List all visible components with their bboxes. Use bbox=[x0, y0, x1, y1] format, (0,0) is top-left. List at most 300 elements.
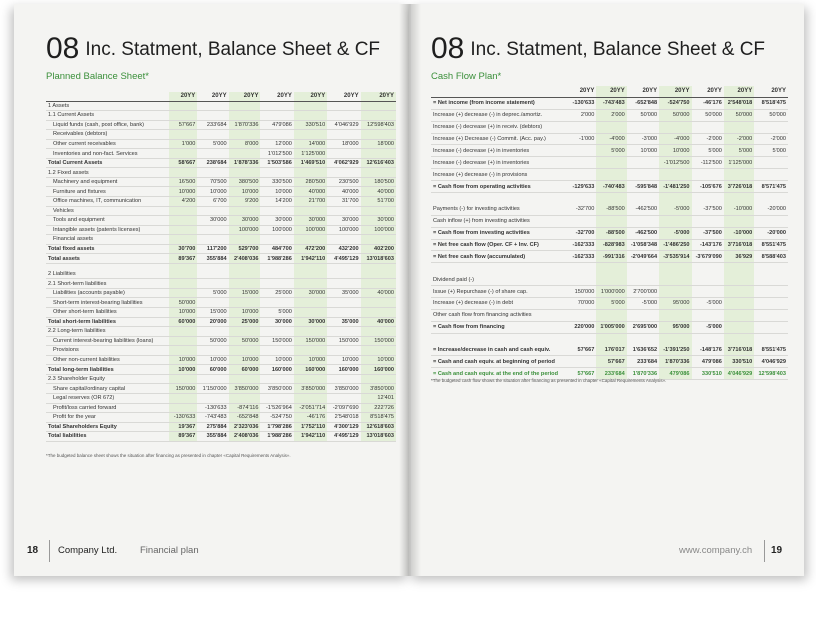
row-label: Legal reserves (OR 672) bbox=[46, 393, 169, 403]
table-cell bbox=[361, 298, 396, 308]
table-cell: 30'000 bbox=[327, 216, 360, 226]
table-cell bbox=[229, 393, 261, 403]
table-cell bbox=[361, 279, 396, 289]
table-cell: 4'046'929 bbox=[754, 356, 788, 368]
table-row bbox=[431, 169, 788, 181]
table-cell: 8'551'475 bbox=[754, 345, 788, 356]
table-cell bbox=[659, 286, 691, 298]
table-row bbox=[46, 244, 396, 254]
row-label: Current interest-bearing liabilities (loans) bbox=[46, 336, 169, 346]
table-cell: -130'633 bbox=[197, 403, 228, 413]
table-row bbox=[46, 374, 396, 384]
table-cell bbox=[197, 206, 228, 216]
table-cell: 3'726'018 bbox=[724, 181, 754, 193]
row-label: 2.3 Shareholder Equity bbox=[46, 374, 169, 384]
table-cell bbox=[169, 270, 198, 279]
table-cell: 160'000 bbox=[260, 365, 293, 375]
table-cell bbox=[197, 374, 228, 384]
table-cell bbox=[692, 121, 724, 133]
column-header: 20YY bbox=[596, 86, 626, 97]
row-label: 1 Assets bbox=[46, 101, 169, 111]
row-label: Vehicles bbox=[46, 206, 169, 216]
table-cell: 89'367 bbox=[169, 432, 198, 442]
table-cell: -1'000 bbox=[569, 133, 597, 145]
table-cell bbox=[569, 309, 597, 321]
table-cell: 2'323'036 bbox=[229, 422, 261, 432]
table-cell bbox=[754, 157, 788, 169]
table-cell: 50'000 bbox=[169, 298, 198, 308]
table-row bbox=[431, 181, 788, 193]
table-cell bbox=[569, 356, 597, 368]
table-row bbox=[46, 254, 396, 264]
table-cell: -1'486'250 bbox=[659, 239, 691, 251]
table-cell bbox=[260, 235, 293, 245]
table-cell bbox=[569, 274, 597, 285]
table-cell: 30'000 bbox=[294, 288, 327, 298]
table-cell: 4'046'929 bbox=[327, 120, 360, 130]
row-label bbox=[431, 263, 569, 274]
table-cell bbox=[327, 168, 360, 178]
table-cell: 10'000 bbox=[260, 187, 293, 197]
table-cell: 1'942'110 bbox=[294, 254, 327, 264]
row-label: Total assets bbox=[46, 254, 169, 264]
row-label: Liabilities (accounts payable) bbox=[46, 288, 169, 298]
table-cell: 4'062'929 bbox=[327, 158, 360, 168]
table-cell bbox=[692, 215, 724, 227]
table-cell: 89'367 bbox=[169, 254, 198, 264]
table-cell: 50'000 bbox=[229, 336, 261, 346]
table-row bbox=[431, 298, 788, 310]
table-cell: -4'000 bbox=[659, 133, 691, 145]
page-number: 19 bbox=[771, 545, 783, 556]
table-row bbox=[46, 403, 396, 413]
table-cell: 1'870'336 bbox=[659, 356, 691, 368]
row-label: = Cash and cash equiv. at beginning of period bbox=[431, 356, 569, 368]
table-cell bbox=[260, 130, 293, 140]
row-label: = Net free cash flow (accumulated) bbox=[431, 251, 569, 263]
table-cell: -5'000 bbox=[692, 298, 724, 310]
table-cell bbox=[260, 111, 293, 121]
table-row bbox=[46, 197, 396, 207]
chapter-number: 08 bbox=[431, 32, 465, 65]
table-cell bbox=[596, 169, 626, 181]
table-row bbox=[46, 279, 396, 289]
table-row bbox=[46, 384, 396, 394]
table-cell: -112'500 bbox=[692, 157, 724, 169]
table-cell: -105'676 bbox=[692, 181, 724, 193]
table-row bbox=[431, 109, 788, 121]
table-row bbox=[431, 321, 788, 333]
table-cell: 35'000 bbox=[327, 288, 360, 298]
header-row bbox=[46, 92, 396, 101]
table-cell: 5'000 bbox=[724, 145, 754, 157]
table-cell: 5'000 bbox=[197, 288, 228, 298]
column-header: 20YY bbox=[361, 92, 396, 101]
table-row bbox=[431, 133, 788, 145]
row-label: Total fixed assets bbox=[46, 244, 169, 254]
table-cell bbox=[294, 279, 327, 289]
table-cell bbox=[327, 308, 360, 318]
table-cell: -743'483 bbox=[197, 413, 228, 423]
table-cell: 402'200 bbox=[361, 244, 396, 254]
table-cell bbox=[596, 333, 626, 344]
table-cell: -652'848 bbox=[229, 413, 261, 423]
table-cell: 8'518'475 bbox=[754, 97, 788, 109]
company-name: Company Ltd. bbox=[58, 545, 118, 556]
row-label: = Cash and cash equiv. at the end of the period bbox=[431, 368, 569, 380]
table-cell bbox=[260, 327, 293, 337]
table-cell bbox=[724, 309, 754, 321]
table-cell bbox=[169, 235, 198, 245]
table-cell: -1'391'250 bbox=[659, 345, 691, 356]
table-cell: 222'726 bbox=[361, 403, 396, 413]
table-cell: 6'700 bbox=[197, 197, 228, 207]
row-label: Office machines, IT, communication bbox=[46, 197, 169, 207]
column-header: 20YY bbox=[724, 86, 754, 97]
table-cell bbox=[229, 298, 261, 308]
table-cell: 12'618'603 bbox=[361, 422, 396, 432]
table-cell bbox=[197, 327, 228, 337]
table-cell bbox=[724, 286, 754, 298]
table-cell bbox=[569, 263, 597, 274]
column-header: 20YY bbox=[327, 92, 360, 101]
table-cell: 529'700 bbox=[229, 244, 261, 254]
row-label: Dividend paid (-) bbox=[431, 274, 569, 285]
table-cell bbox=[169, 149, 198, 159]
table-cell: 50'000 bbox=[627, 109, 659, 121]
table-cell: 1'870'336 bbox=[627, 368, 659, 380]
table-cell bbox=[659, 263, 691, 274]
table-cell: 30'000 bbox=[229, 216, 261, 226]
table-cell: 40'000 bbox=[294, 187, 327, 197]
table-cell: 1'005'000 bbox=[596, 321, 626, 333]
table-cell bbox=[724, 274, 754, 285]
table-cell: 31'700 bbox=[327, 197, 360, 207]
table-row bbox=[46, 270, 396, 279]
table-row bbox=[46, 308, 396, 318]
column-header: 20YY bbox=[569, 86, 597, 97]
table-cell: 13'018'603 bbox=[361, 254, 396, 264]
table-cell: 12'401 bbox=[361, 393, 396, 403]
table-cell: 3'850'000 bbox=[229, 384, 261, 394]
table-cell: -162'333 bbox=[569, 239, 597, 251]
table-cell: 30'000 bbox=[361, 216, 396, 226]
row-label: Receivables (debtors) bbox=[46, 130, 169, 140]
row-label: Other non-current liabilities bbox=[46, 355, 169, 365]
table-cell: 2'695'000 bbox=[627, 321, 659, 333]
row-label: Short-term interest-bearing liabilities bbox=[46, 298, 169, 308]
table-cell: 5'000 bbox=[260, 308, 293, 318]
table-cell: -46'176 bbox=[294, 413, 327, 423]
table-cell bbox=[169, 101, 198, 111]
table-cell bbox=[724, 193, 754, 204]
table-cell: 50'000 bbox=[692, 109, 724, 121]
table-cell bbox=[294, 111, 327, 121]
table-cell: 95'000 bbox=[659, 298, 691, 310]
table-cell: 40'000 bbox=[361, 187, 396, 197]
table-cell: 19'367 bbox=[169, 422, 198, 432]
table-cell: -2'097'690 bbox=[327, 403, 360, 413]
table-cell bbox=[229, 327, 261, 337]
table-cell: -4'000 bbox=[596, 133, 626, 145]
table-cell bbox=[169, 279, 198, 289]
table-cell: 5'000 bbox=[596, 298, 626, 310]
table-cell bbox=[169, 346, 198, 356]
table-cell bbox=[229, 279, 261, 289]
open-brochure bbox=[14, 4, 804, 576]
row-label: 2.2 Long-term liabilities bbox=[46, 327, 169, 337]
table-cell: 60'000 bbox=[229, 365, 261, 375]
table-cell bbox=[169, 393, 198, 403]
table-cell bbox=[197, 130, 228, 140]
table-cell bbox=[361, 111, 396, 121]
table-cell bbox=[197, 101, 228, 111]
table-row bbox=[46, 288, 396, 298]
row-label: Intangible assets (patents licenses) bbox=[46, 225, 169, 235]
table-cell: -20'000 bbox=[754, 204, 788, 215]
table-row bbox=[431, 145, 788, 157]
table-cell bbox=[361, 374, 396, 384]
table-cell bbox=[197, 393, 228, 403]
table-cell: 330'500 bbox=[260, 177, 293, 187]
table-cell: -462'500 bbox=[627, 227, 659, 239]
table-cell bbox=[754, 274, 788, 285]
table-cell: -1'058'348 bbox=[627, 239, 659, 251]
table-cell: 355'884 bbox=[197, 254, 228, 264]
row-label: Payments (-) for investing activities bbox=[431, 204, 569, 215]
table-cell bbox=[754, 215, 788, 227]
table-cell: -2'000 bbox=[692, 133, 724, 145]
table-cell: 30'000 bbox=[294, 317, 327, 327]
table-cell bbox=[724, 321, 754, 333]
table-row bbox=[46, 317, 396, 327]
table-cell bbox=[229, 101, 261, 111]
table-row bbox=[46, 111, 396, 121]
table-cell bbox=[596, 263, 626, 274]
table-row bbox=[46, 235, 396, 245]
table-cell bbox=[169, 374, 198, 384]
table-cell bbox=[327, 346, 360, 356]
table-cell: 100'000 bbox=[260, 225, 293, 235]
table-cell bbox=[361, 101, 396, 111]
table-cell: 10'000 bbox=[197, 355, 228, 365]
table-cell: 275'884 bbox=[197, 422, 228, 432]
table-cell: 1'636'652 bbox=[627, 345, 659, 356]
table-cell: 1'503'586 bbox=[260, 158, 293, 168]
table-cell bbox=[294, 206, 327, 216]
table-cell: 150'000 bbox=[327, 336, 360, 346]
table-cell: 30'700 bbox=[169, 244, 198, 254]
table-cell bbox=[569, 215, 597, 227]
header-row bbox=[431, 86, 788, 97]
row-label: 2.1 Short-term liabilities bbox=[46, 279, 169, 289]
table-row bbox=[46, 206, 396, 216]
table-cell bbox=[294, 298, 327, 308]
column-header: 20YY bbox=[659, 86, 691, 97]
table-row bbox=[431, 157, 788, 169]
table-row bbox=[46, 187, 396, 197]
table-cell bbox=[260, 393, 293, 403]
table-cell: 1'000'000 bbox=[596, 286, 626, 298]
right-page bbox=[409, 4, 804, 576]
table-cell bbox=[294, 101, 327, 111]
table-cell: 50'000 bbox=[197, 336, 228, 346]
table-cell: 5'000 bbox=[692, 145, 724, 157]
table-cell: -88'500 bbox=[596, 204, 626, 215]
table-cell: -5'000 bbox=[627, 298, 659, 310]
table-cell bbox=[294, 168, 327, 178]
table-cell: 1'798'286 bbox=[260, 422, 293, 432]
table-cell: 330'510 bbox=[724, 356, 754, 368]
table-row bbox=[46, 177, 396, 187]
table-cell: 15'000 bbox=[197, 308, 228, 318]
table-cell: 100'000 bbox=[229, 225, 261, 235]
table-cell bbox=[627, 215, 659, 227]
table-cell: 10'000 bbox=[169, 308, 198, 318]
table-cell: -32'700 bbox=[569, 204, 597, 215]
table-cell bbox=[327, 235, 360, 245]
table-cell: 60'000 bbox=[169, 317, 198, 327]
table-cell: 10'000 bbox=[229, 187, 261, 197]
table-cell: -143'176 bbox=[692, 239, 724, 251]
table-cell: -3'535'914 bbox=[659, 251, 691, 263]
table-cell: 3'716'018 bbox=[724, 345, 754, 356]
table-cell: -130'633 bbox=[569, 97, 597, 109]
table-cell: -37'500 bbox=[692, 227, 724, 239]
table-cell: 100'000 bbox=[361, 225, 396, 235]
table-cell: 36'929 bbox=[724, 251, 754, 263]
table-cell: 230'500 bbox=[327, 177, 360, 187]
table-cell: -10'000 bbox=[724, 204, 754, 215]
table-cell: 20'000 bbox=[197, 317, 228, 327]
table-cell bbox=[294, 270, 327, 279]
table-cell: 9'200 bbox=[229, 197, 261, 207]
table-row bbox=[46, 130, 396, 140]
table-cell bbox=[627, 193, 659, 204]
row-label: Total short-term liabilities bbox=[46, 317, 169, 327]
row-label: Increase (-) decrease (+) in receiv. (debtors) bbox=[431, 121, 569, 133]
row-label: = Cash flow from financing bbox=[431, 321, 569, 333]
row-label: Provisions bbox=[46, 346, 169, 356]
table-cell: 10'000 bbox=[169, 355, 198, 365]
table-cell bbox=[659, 215, 691, 227]
table-cell bbox=[229, 235, 261, 245]
table-cell: 233'684 bbox=[197, 120, 228, 130]
table-cell: 1'000 bbox=[169, 139, 198, 149]
table-cell: 30'000 bbox=[260, 317, 293, 327]
chapter-title: Inc. Statment, Balance Sheet & CF bbox=[470, 39, 766, 60]
table-cell bbox=[327, 298, 360, 308]
table-cell bbox=[596, 309, 626, 321]
table-cell bbox=[361, 327, 396, 337]
table-cell bbox=[229, 168, 261, 178]
row-label: Total liabilities bbox=[46, 432, 169, 442]
table-cell: -743'483 bbox=[596, 97, 626, 109]
table-cell bbox=[692, 309, 724, 321]
table-cell: 150'000 bbox=[260, 336, 293, 346]
table-cell: 10'000 bbox=[260, 355, 293, 365]
table-cell bbox=[260, 298, 293, 308]
table-cell bbox=[169, 130, 198, 140]
table-row bbox=[46, 432, 396, 442]
table-cell bbox=[327, 101, 360, 111]
table-cell: 4'046'929 bbox=[724, 368, 754, 380]
table-cell bbox=[327, 393, 360, 403]
table-cell bbox=[169, 327, 198, 337]
table-cell: 50'000 bbox=[659, 109, 691, 121]
table-cell bbox=[197, 346, 228, 356]
table-cell bbox=[197, 279, 228, 289]
table-cell: -2'049'664 bbox=[627, 251, 659, 263]
table-cell bbox=[327, 206, 360, 216]
row-label: = Net income (from income statement) bbox=[431, 97, 569, 109]
table-cell bbox=[260, 206, 293, 216]
column-header: 20YY bbox=[197, 92, 228, 101]
table-cell: -462'500 bbox=[627, 204, 659, 215]
table-row bbox=[431, 345, 788, 356]
column-header: 20YY bbox=[260, 92, 293, 101]
table-cell: 5'000 bbox=[754, 145, 788, 157]
table-cell: 432'200 bbox=[327, 244, 360, 254]
table-cell: 2'548'018 bbox=[327, 413, 360, 423]
table-cell bbox=[754, 263, 788, 274]
table-cell: 238'684 bbox=[197, 158, 228, 168]
row-label bbox=[431, 193, 569, 204]
table-row bbox=[431, 286, 788, 298]
table-cell: 12'598'403 bbox=[754, 368, 788, 380]
table-cell: 150'000 bbox=[169, 384, 198, 394]
table-cell: 3'850'000 bbox=[327, 384, 360, 394]
row-label: Increase (+) decrease (-) in deprec./amortiz. bbox=[431, 109, 569, 121]
table-cell bbox=[169, 216, 198, 226]
table-row bbox=[431, 333, 788, 344]
table-cell: 3'850'000 bbox=[361, 384, 396, 394]
table-cell: 50'000 bbox=[754, 109, 788, 121]
table-cell bbox=[569, 333, 597, 344]
table-cell: 18'000 bbox=[327, 139, 360, 149]
table-cell bbox=[361, 270, 396, 279]
page-title bbox=[431, 32, 765, 66]
header-label bbox=[46, 92, 169, 101]
table-cell: 1'988'286 bbox=[260, 254, 293, 264]
table-cell: -1'526'964 bbox=[260, 403, 293, 413]
table-cell: -3'679'090 bbox=[692, 251, 724, 263]
table-cell: 40'000 bbox=[361, 288, 396, 298]
table-cell bbox=[361, 206, 396, 216]
table-row bbox=[46, 101, 396, 111]
table-cell: 472'200 bbox=[294, 244, 327, 254]
table-cell bbox=[569, 157, 597, 169]
footnote: *The budgeted balance sheet shows the situation after financing as presented in chapter «Capital Requirements Analysis». bbox=[46, 453, 291, 458]
table-cell: 10'000 bbox=[627, 145, 659, 157]
table-cell: 160'000 bbox=[294, 365, 327, 375]
row-label: 1.1 Current Assets bbox=[46, 111, 169, 121]
table-cell bbox=[260, 279, 293, 289]
table-row bbox=[46, 158, 396, 168]
table-cell bbox=[627, 121, 659, 133]
table-cell: 3'850'000 bbox=[260, 384, 293, 394]
table-cell bbox=[724, 169, 754, 181]
table-cell: 21'700 bbox=[294, 197, 327, 207]
row-label: Tools and equipment bbox=[46, 216, 169, 226]
table-row bbox=[46, 225, 396, 235]
table-cell: -991'316 bbox=[596, 251, 626, 263]
table-cell: -46'176 bbox=[692, 97, 724, 109]
balance-sheet-table bbox=[46, 92, 396, 442]
table-cell: 1'012'500 bbox=[260, 149, 293, 159]
table-cell: -162'333 bbox=[569, 251, 597, 263]
table-row bbox=[431, 204, 788, 215]
